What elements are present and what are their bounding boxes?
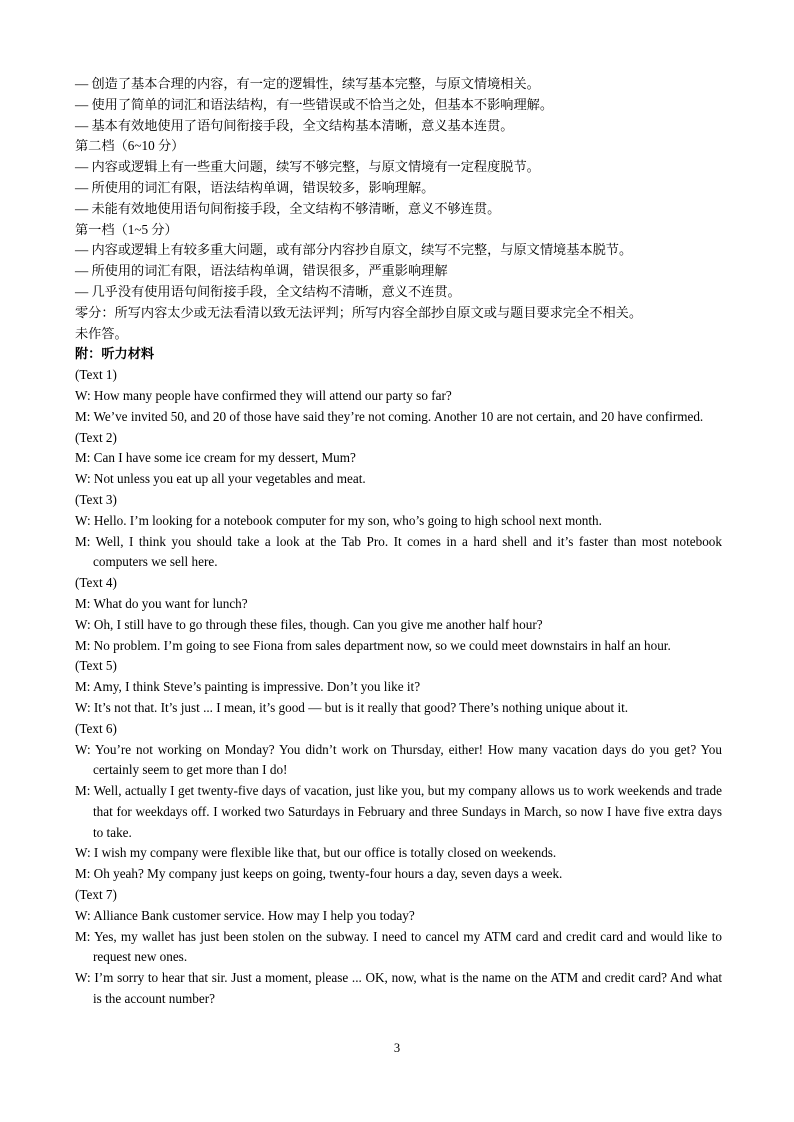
dialogue-line: M: Yes, my wallet has just been stolen on the subway. I need to cancel my ATM card and credit card and would like to request new ones. [75, 928, 722, 965]
rubric-item: — 所使用的词汇有限，语法结构单调，错误很多，严重影响理解 [75, 263, 448, 279]
text-label: (Text 7) [75, 887, 117, 903]
rubric-item: — 内容或逻辑上有一些重大问题，续写不够完整，与原文情境有一定程度脱节。 [75, 159, 540, 175]
dialogue-line: M: Amy, I think Steve’s painting is impressive. Don’t you like it? [75, 679, 421, 695]
rubric-item: — 未能有效地使用语句间衔接手段，全文结构不够清晰，意义不够连贯。 [75, 200, 501, 216]
tier1-list [75, 240, 722, 302]
text-label: (Text 1) [75, 367, 117, 383]
tier1-heading: 第一档（1~5 分） [75, 221, 178, 237]
rubric-item: — 创造了基本合理的内容，有一定的逻辑性，续写基本完整，与原文情境相关。 [75, 76, 540, 91]
dialogue-line: W: Alliance Bank customer service. How may I help you today? [75, 907, 415, 923]
rubric-item: — 内容或逻辑上有较多重大问题，或有部分内容抄自原文，续写不完整，与原文情境基本脱节。 [75, 242, 633, 258]
dialogue-line: W: Hello. I’m looking for a notebook computer for my son, who’s going to high school next month. [75, 512, 602, 528]
tier2-heading: 第二档（6~10 分） [75, 138, 185, 154]
tier3-list [75, 74, 722, 136]
page-number: 3 [393, 1041, 401, 1055]
rubric-item: — 基本有效地使用了语句间衔接手段，全文结构基本清晰，意义基本连贯。 [75, 117, 514, 133]
dialogue-line: W: Not unless you eat up all your vegetables and meat. [75, 471, 366, 487]
dialogue-line: W: How many people have confirmed they will attend our party so far? [75, 387, 452, 403]
unanswered-note: 未作答。 [75, 325, 128, 341]
dialogue-line: M: Well, actually I get twenty-five days of vacation, just like you, but my company allows us to work weekends and trade that for weekdays off. I worked two Saturdays in February and three Sundays in March, so now I have five extra days to take. [75, 783, 722, 840]
rubric-item: — 使用了简单的词汇和语法结构，有一些错误或不恰当之处，但基本不影响理解。 [75, 96, 554, 112]
text-label: (Text 4) [75, 575, 117, 591]
text-label: (Text 5) [75, 658, 117, 674]
text-label: (Text 6) [75, 720, 117, 736]
dialogue-line: W: Oh, I still have to go through these files, though. Can you give me another half hour? [75, 616, 543, 632]
listening-transcript [75, 365, 722, 1010]
dialogue-line: W: You’re not working on Monday? You didn’t work on Thursday, either! How many vacation days do you get? You certainly seem to get more than I do! [75, 741, 722, 778]
text-label: (Text 2) [75, 429, 117, 445]
dialogue-line: W: It’s not that. It’s just ... I mean, it’s good — but is it really that good? There’s nothing unique about it. [75, 699, 629, 715]
appendix-title: 附：听力材料 [75, 346, 155, 362]
text-label: (Text 3) [75, 491, 117, 507]
dialogue-line: M: We’ve invited 50, and 20 of those have said they’re not coming. Another 10 are not certain, and 20 have confirmed. [75, 408, 704, 424]
dialogue-line: M: No problem. I’m going to see Fiona from sales department now, so we could meet downstairs in half an hour. [75, 637, 671, 653]
dialogue-line: W: I’m sorry to hear that sir. Just a moment, please ... OK, now, what is the name on the ATM and credit card? And what is the account number? [75, 970, 722, 1007]
zero-score-note: 零分：所写内容太少或无法看清以致无法评判；所写内容全部抄自原文或与题目要求完全不相关。 [75, 304, 643, 320]
dialogue-line: M: Well, I think you should take a look at the Tab Pro. It comes in a hard shell and it’s faster than most notebook computers we sell here. [75, 533, 722, 570]
dialogue-line: M: Can I have some ice cream for my dessert, Mum? [75, 450, 356, 466]
tier2-list [75, 157, 722, 219]
dialogue-line: W: I wish my company were flexible like that, but our office is totally closed on weekends. [75, 845, 557, 861]
rubric-item: — 所使用的词汇有限，语法结构单调，错误较多，影响理解。 [75, 179, 435, 195]
dialogue-line: M: What do you want for lunch? [75, 595, 248, 611]
dialogue-line: M: Oh yeah? My company just keeps on going, twenty-four hours a day, seven days a week. [75, 866, 563, 882]
rubric-item: — 几乎没有使用语句间衔接手段，全文结构不清晰，意义不连贯。 [75, 283, 461, 299]
